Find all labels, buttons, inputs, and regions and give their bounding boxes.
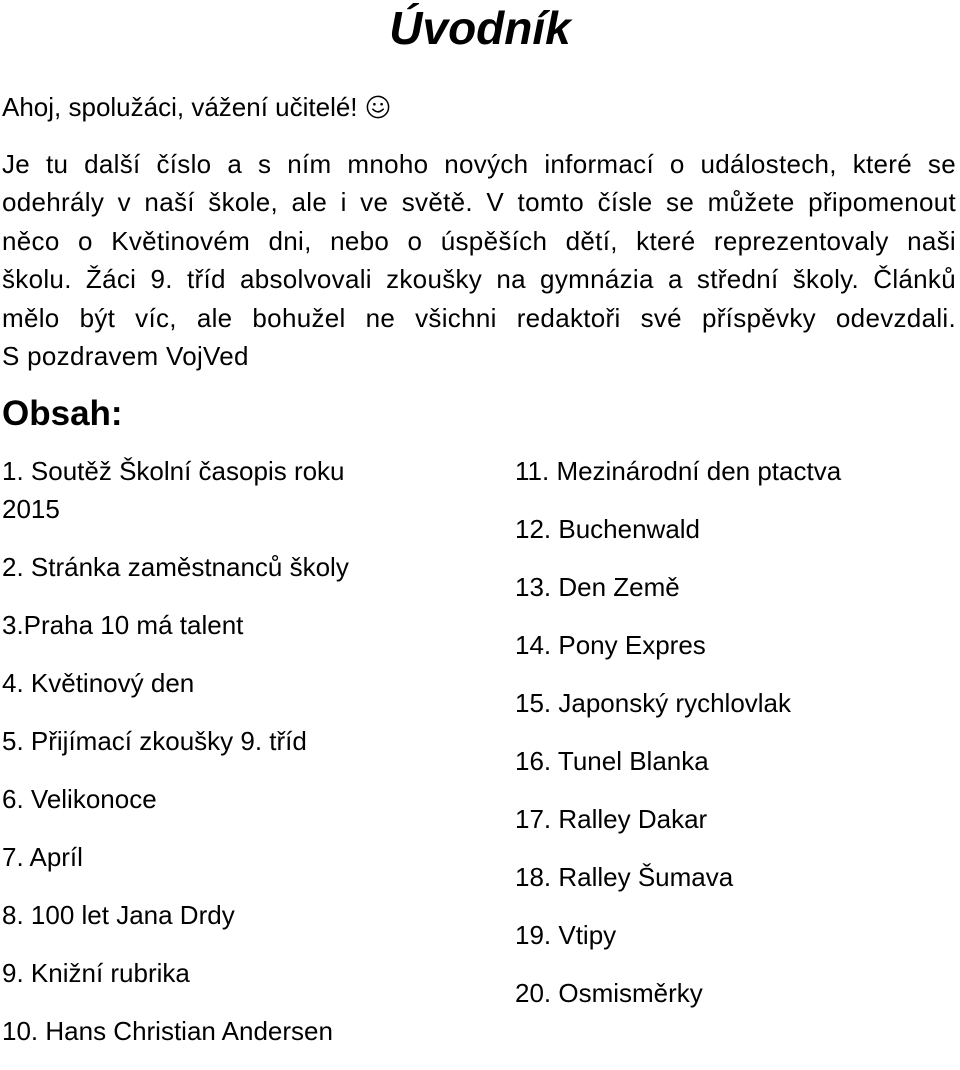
toc-item: 7. Apríl bbox=[2, 842, 83, 872]
toc-item: 4. Květinový den bbox=[2, 668, 195, 698]
toc-item: 1. Soutěž Školní časopis roku 2015 bbox=[2, 456, 345, 524]
toc-item: 20. Osmisměrky bbox=[515, 978, 703, 1008]
smiley-face-icon bbox=[366, 91, 390, 115]
intro-line: školu. Žáci 9. tříd absolvovali zkoušky na gymnázia a střední školy. Článků bbox=[2, 264, 956, 295]
toc-item: 13. Den Země bbox=[515, 572, 680, 602]
toc-item: 10. Hans Christian Andersen bbox=[2, 1016, 333, 1046]
toc-item: 8. 100 let Jana Drdy bbox=[2, 900, 235, 930]
toc-item: 2. Stránka zaměstnanců školy bbox=[2, 552, 349, 582]
toc-item: 15. Japonský rychlovlak bbox=[515, 688, 792, 718]
toc-left-column bbox=[2, 452, 387, 1070]
toc-item: 9. Knižní rubrika bbox=[2, 958, 190, 988]
intro-line: mělo být víc, ale bohužel ne všichni redaktoři své příspěvky odevzdali. bbox=[2, 302, 956, 333]
toc-right-column bbox=[515, 452, 841, 1032]
toc-item: 16. Tunel Blanka bbox=[515, 746, 709, 776]
toc-item: 18. Ralley Šumava bbox=[515, 862, 734, 892]
intro-line: Je tu další číslo a s ním mnoho nových informací o událostech, které se bbox=[2, 149, 956, 179]
page-title: Úvodník bbox=[389, 2, 571, 54]
toc-item: 12. Buchenwald bbox=[515, 514, 701, 544]
intro-paragraph bbox=[2, 145, 956, 375]
intro-signature: S pozdravem VojVed bbox=[2, 341, 249, 372]
intro-line: něco o Květinovém dni, nebo o úspěších dětí, které reprezentovaly naši bbox=[2, 225, 956, 256]
toc-item: 11. Mezinárodní den ptactva bbox=[515, 456, 842, 486]
toc-item: 5. Přijímací zkoušky 9. tříd bbox=[2, 726, 307, 756]
toc-item: 17. Ralley Dakar bbox=[515, 804, 708, 834]
toc-item: 6. Velikonoce bbox=[2, 784, 157, 814]
toc-item: 14. Pony Expres bbox=[515, 630, 706, 660]
greeting-line bbox=[2, 88, 390, 126]
toc-item: 19. Vtipy bbox=[515, 920, 617, 950]
toc-item: 3.Praha 10 má talent bbox=[2, 610, 244, 640]
intro-line: odehrály v naší škole, ale i ve světě. V tomto čísle se můžete připomenout bbox=[2, 187, 956, 218]
toc-heading: Obsah: bbox=[2, 394, 123, 433]
greeting-text: Ahoj, spolužáci, vážení učitelé! bbox=[2, 92, 358, 122]
